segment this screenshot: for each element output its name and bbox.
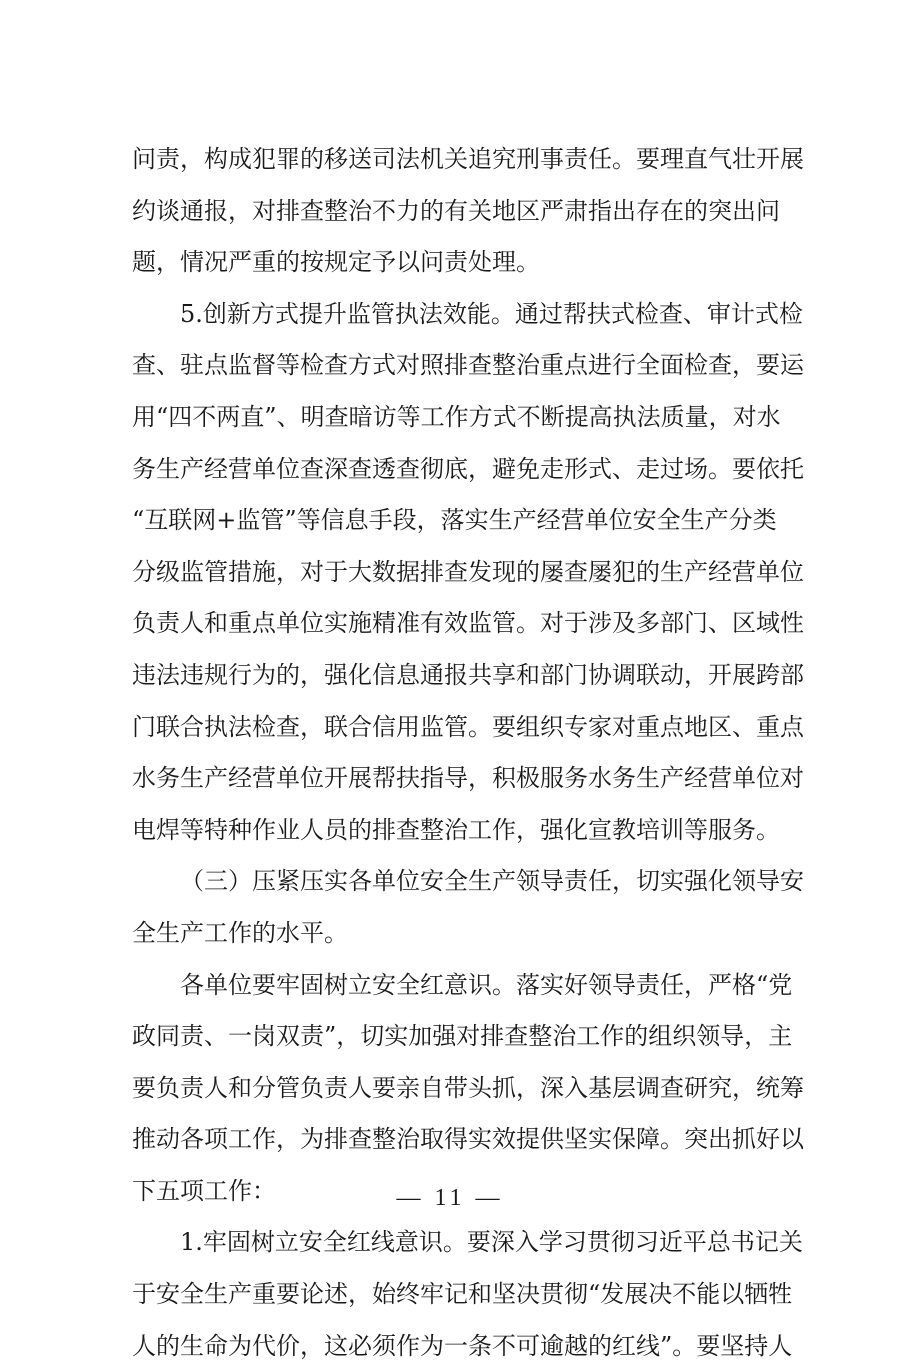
text-line: 推 动 各 项 工 作 ， 为 排 查 整 治 取 得 实 效 提 供 坚 实 保 障 。 突 出 抓 好 以	[132, 1125, 804, 1154]
text-line: 违 法 违 规 行 为 的 ， 强 化 信 息 通 报 共 享 和 部 门 协 调 联 动 ， 开 展 跨 部	[132, 660, 804, 689]
text-line: 水 务 生 产 经 营 单 位 开 展 帮 扶 指 导 ， 积 极 服 务 水 务 生 产 经 营 单 位 对	[132, 764, 804, 793]
text-line: 人 的 生 命 为 代 价 ， 这 必 须 作 为 一 条 不 可 逾 越 的 红 线 ” 。 要 坚 持 人	[132, 1331, 793, 1360]
text-line: “ 互 联 网 + 监 管 ” 等 信 息 手 段 ， 落 实 生 产 经 营 单 位 安 全 生 产 分 类	[132, 506, 777, 535]
text-line: 电 焊 等 特 种 作 业 人 员 的 排 查 整 治 工 作 ， 强 化 宣 教 培 训 等 服 务 。	[132, 815, 780, 844]
text-line: 全 生 产 工 作 的 水 平 。	[132, 918, 348, 947]
text-line: 5 . 创 新 方 式 提 升 监 管 执 法 效 能 。 通 过 帮 扶 式 检 查 、 审 计 式 检	[180, 299, 803, 328]
text-line: 约 谈 通 报 ， 对 排 查 整 治 不 力 的 有 关 地 区 严 肃 指 出 存 在 的 突 出 问	[132, 196, 780, 225]
text-line: 查 、 驻 点 监 督 等 检 查 方 式 对 照 排 查 整 治 重 点 进 行 全 面 检 查 ， 要 运	[132, 351, 804, 380]
text-line: 问 责 ， 构 成 犯 罪 的 移 送 司 法 机 关 追 究 刑 事 责 任 。 要 理 直 气 壮 开 展	[132, 145, 804, 173]
text-line: 门 联 合 执 法 检 查 ， 联 合 信 用 监 管 。 要 组 织 专 家 对 重 点 地 区 、 重 点	[132, 712, 804, 741]
text-line: 于 安 全 生 产 重 要 论 述 ， 始 终 牢 记 和 坚 决 贯 彻 “ 发 展 决 不 能 以 牺 牲	[132, 1280, 793, 1309]
page-number: — 11 —	[396, 1185, 504, 1211]
text-line: 1 . 牢 固 树 立 安 全 红 线 意 识 。 要 深 入 学 习 贯 彻 习 近 平 总 书 记 关	[180, 1228, 803, 1257]
text-line: （ 三 ） 压 紧 压 实 各 单 位 安 全 生 产 领 导 责 任 ， 切 实 强 化 领 导 安	[180, 867, 804, 896]
text-line: 下 五 项 工 作 ：	[132, 1176, 276, 1205]
text-line: 要 负 责 人 和 分 管 负 责 人 要 亲 自 带 头 抓 ， 深 入 基 层 调 查 研 究 ， 统 筹	[132, 1073, 804, 1102]
text-line: 题 ， 情 况 严 重 的 按 规 定 予 以 问 责 处 理 。	[132, 248, 540, 277]
text-line: 负 责 人 和 重 点 单 位 实 施 精 准 有 效 监 管 。 对 于 涉 及 多 部 门 、 区 域 性	[132, 609, 804, 638]
text-line: 用 “ 四 不 两 直 ” 、 明 查 暗 访 等 工 作 方 式 不 断 提 高 执 法 质 量 ， 对 水	[132, 402, 781, 431]
text-line: 政 同 责 、 一 岗 双 责 ” ， 切 实 加 强 对 排 查 整 治 工 作 的 组 织 领 导 ， 主	[132, 1022, 793, 1051]
text-line: 分 级 监 管 措 施 ， 对 于 大 数 据 排 查 发 现 的 屡 查 屡 犯 的 生 产 经 营 单 位	[132, 557, 804, 586]
text-line: 务 生 产 经 营 单 位 查 深 查 透 查 彻 底 ， 避 免 走 形 式 、 走 过 场 。 要 依 托	[132, 454, 804, 483]
text-line: 各 单 位 要 牢 固 树 立 安 全 红 意 识 。 落 实 好 领 导 责 任 ， 严 格 “ 党	[180, 970, 793, 999]
